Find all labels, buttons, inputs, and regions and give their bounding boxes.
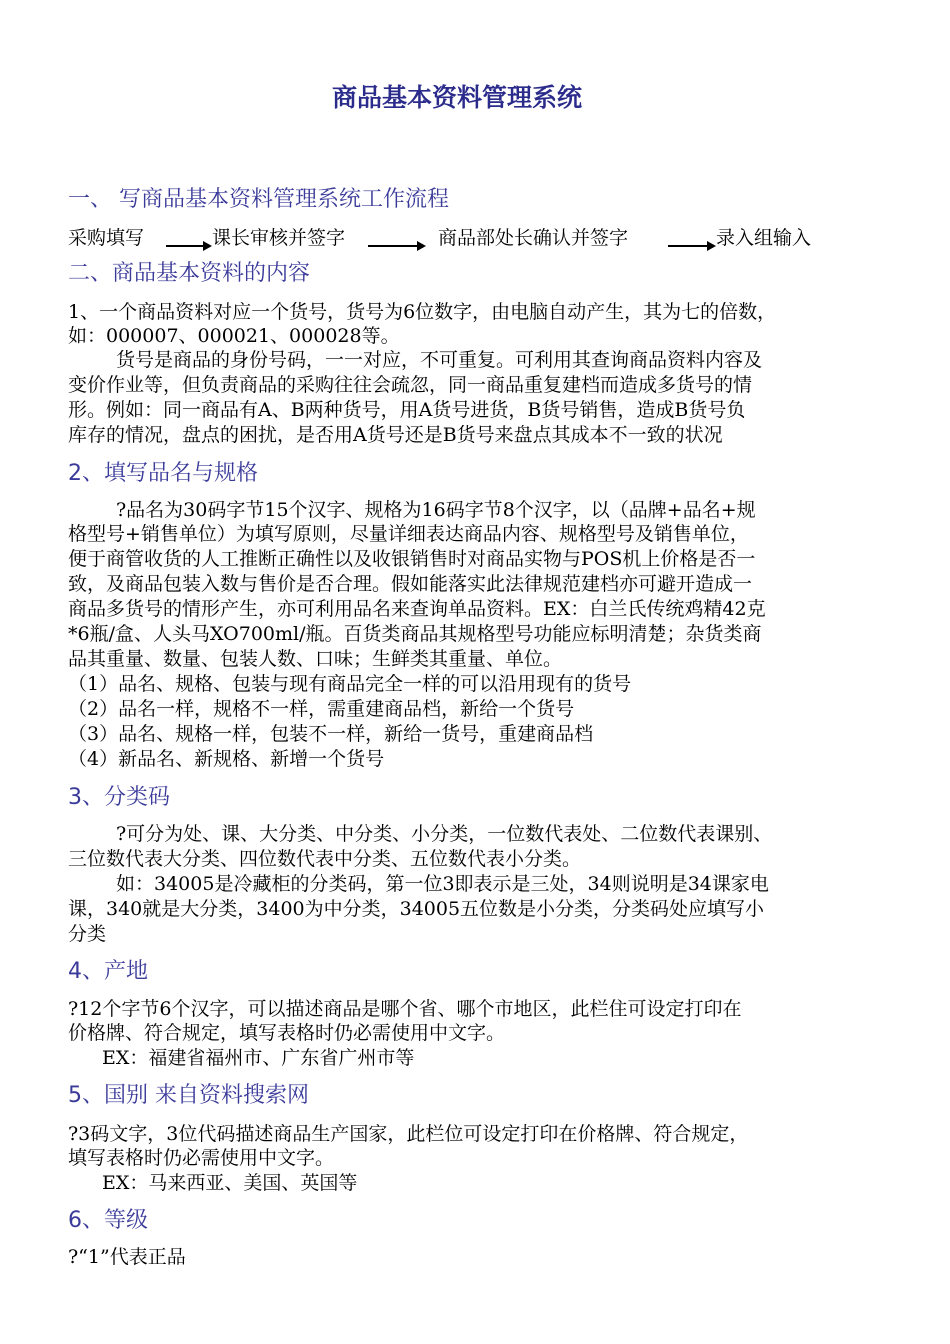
paragraph-line: ?3码文字，3位代码描述商品生产国家，此栏位可设定打印在价格牌、符合规定， [68,1123,749,1145]
paragraph-line: 变价作业等，但负责商品的采购往往会疏忽，同一商品重复建档而造成多货号的情 [68,374,753,396]
paragraph-line: 填写表格时仍必需使用中文字。 [68,1147,335,1169]
paragraph-line: 商品多货号的情形产生，亦可利用品名来查询单品资料。EX：白兰氏传统鸡精42克 [68,598,766,620]
flow-step-2: 课长审核并签字 [212,227,346,249]
paragraph-line: 库存的情况，盘点的困扰，是否用A货号还是B货号来盘点其成本不一致的状况 [68,424,723,446]
paragraph-line: 货号是商品的身份号码，一一对应，不可重复。可利用其查询商品资料内容及 [116,349,763,371]
paragraph-line: ?12个字节6个汉字，可以描述商品是哪个省、哪个市地区，此栏住可设定打印在 [68,998,742,1020]
list-item: （4）新品名、新规格、新增一个货号 [68,748,385,770]
paragraph-line: 价格牌、符合规定，填写表格时仍必需使用中文字。 [68,1022,506,1044]
paragraph-line: 致，及商品包装入数与售价是否合理。假如能落实此法律规范建档亦可避开造成一 [68,573,753,595]
paragraph-line: 三位数代表大分类、四位数代表中分类、五位数代表小分类。 [68,848,582,870]
flow-step-3: 商品部处长确认并签字 [438,227,629,249]
paragraph-line: 格型号+销售单位）为填写原则，尽量详细表达商品内容、规格型号及销售单位， [68,523,749,545]
section-heading-country: 5、国别 来自资料搜索网 [68,1083,309,1108]
section-heading-category-code: 3、分类码 [68,785,170,810]
paragraph-line: 形。例如：同一商品有A、B两种货号，用A货号进货，B货号销售，造成B货号负 [68,399,746,421]
paragraph-line: 如：000007、000021、000028等。 [68,325,400,347]
paragraph-line: 1、一个商品资料对应一个货号，货号为6位数字，由电脑自动产生，其为七的倍数， [68,301,777,323]
page-title: 商品基本资料管理系统 [332,83,583,112]
flow-arrow-icon [668,236,716,248]
section-heading-origin: 4、产地 [68,959,148,984]
paragraph-line: ?“1”代表正品 [68,1246,186,1268]
flow-step-1: 采购填写 [68,227,145,249]
paragraph-line: 如：34005是冷藏柜的分类码，第一位3即表示是三处，34则说明是34课家电 [116,873,769,895]
paragraph-line: *6瓶/盒、人头马XO700ml/瓶。百货类商品其规格型号功能应标明清楚；杂货类商 [68,623,762,645]
paragraph-line: EX：福建省福州市、广东省广州市等 [102,1047,415,1069]
list-item: （2）品名一样，规格不一样，需重建商品档，新给一个货号 [68,698,575,720]
flow-arrow-icon [166,236,212,248]
paragraph-line: ?可分为处、课、大分类、中分类、小分类，一位数代表处、二位数代表课别、 [116,823,773,845]
paragraph-line: ?品名为30码字节15个汉字、规格为16码字节8个汉字，以（品牌+品名+规 [116,499,756,521]
flow-step-4: 录入组输入 [716,227,812,249]
section-heading-workflow: 一、 写商品基本资料管理系统工作流程 [68,187,449,212]
paragraph-line: 品其重量、数量、包装人数、口味；生鲜类其重量、单位。 [68,648,563,670]
section-heading-grade: 6、等级 [68,1208,148,1233]
section-heading-name-spec: 2、填写品名与规格 [68,461,258,486]
paragraph-line: 便于商管收货的人工推断正确性以及收银销售时对商品实物与POS机上价格是否一 [68,548,756,570]
list-item: （1）品名、规格、包装与现有商品完全一样的可以沿用现有的货号 [68,673,632,695]
paragraph-line: 课，340就是大分类，3400为中分类，34005五位数是小分类，分类码处应填写小 [68,898,765,920]
section-heading-content: 二、商品基本资料的内容 [68,261,311,286]
paragraph-line: 分类 [68,923,107,945]
paragraph-line: EX：马来西亚、美国、英国等 [102,1172,358,1194]
list-item: （3）品名、规格一样，包装不一样，新给一货号，重建商品档 [68,723,594,745]
flow-arrow-icon [368,236,426,248]
